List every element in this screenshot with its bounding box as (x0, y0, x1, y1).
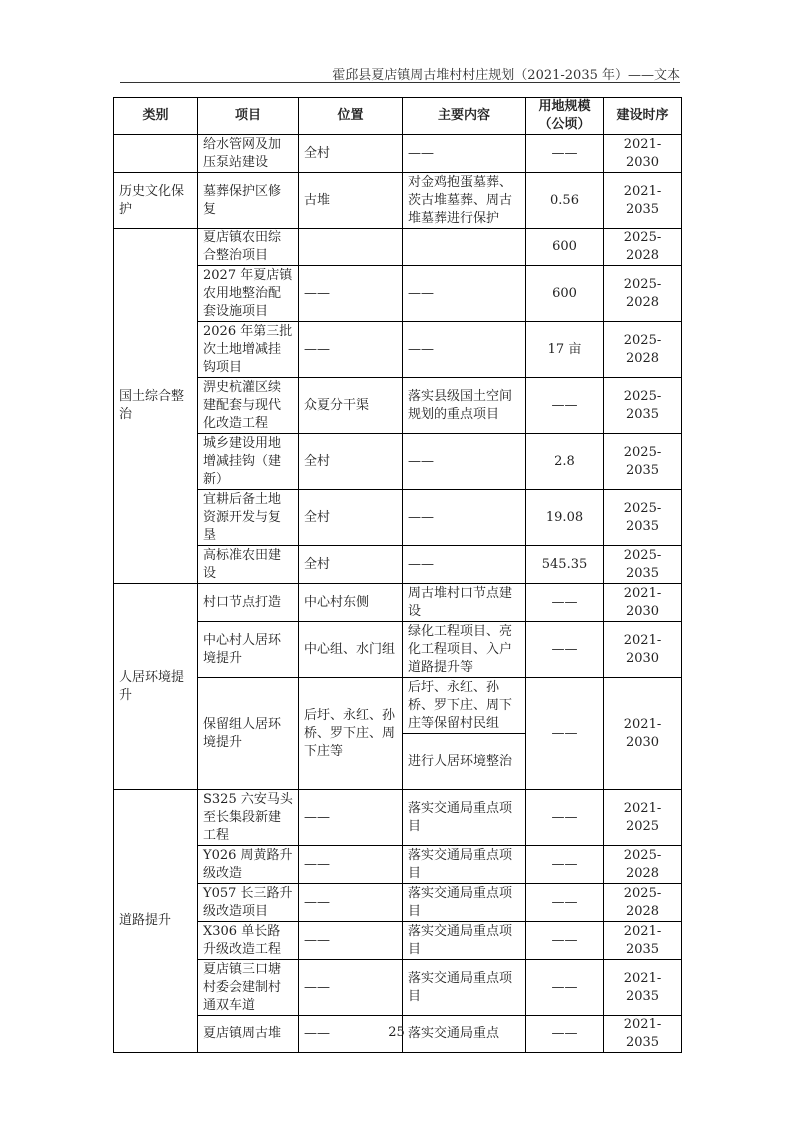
cell-timing: 2021-2035 (604, 173, 682, 229)
table-row (114, 173, 682, 229)
table-row (114, 490, 682, 546)
table-row (114, 922, 682, 960)
cell-area: 19.08 (526, 490, 604, 546)
cell-location: —— (299, 790, 403, 846)
cell-content: 对金鸡抱蛋墓葬、茨古堆墓葬、周古堆墓葬进行保护 (403, 173, 526, 229)
cell-project: 2027 年夏店镇农用地整治配套设施项目 (198, 266, 299, 322)
cell-category: 国土综合整治 (114, 229, 198, 584)
cell-location: 中心村东侧 (299, 584, 403, 622)
cell-location: 众夏分干渠 (299, 378, 403, 434)
cell-timing: 2025-2028 (604, 846, 682, 884)
cell-timing: 2025-2028 (604, 322, 682, 378)
cell-area: —— (526, 622, 604, 678)
table-row (114, 846, 682, 884)
table-row (114, 546, 682, 584)
cell-timing: 2025-2028 (604, 266, 682, 322)
col-area (526, 98, 604, 135)
cell-location: 后圩、永红、孙桥、罗下庄、周下庄等 (299, 678, 403, 790)
col-category: 类别 (114, 98, 198, 135)
cell-content: 落实交通局重点项目 (403, 922, 526, 960)
cell-area: —— (526, 1016, 604, 1053)
project-table (113, 97, 682, 1053)
cell-project: 给水管网及加压泵站建设 (198, 135, 299, 173)
cell-location: 全村 (299, 135, 403, 173)
cell-project: 城乡建设用地增减挂钩（建新） (198, 434, 299, 490)
cell-timing: 2021-2035 (604, 922, 682, 960)
cell-timing: 2021-2035 (604, 960, 682, 1016)
cell-content (403, 229, 526, 266)
cell-content: —— (403, 434, 526, 490)
cell-location: —— (299, 922, 403, 960)
cell-timing: 2021-2025 (604, 790, 682, 846)
cell-category: 历史文化保护 (114, 173, 198, 229)
table-row (114, 584, 682, 622)
cell-content: 落实交通局重点项目 (403, 884, 526, 922)
table-row (114, 622, 682, 678)
cell-project: Y057 长三路升级改造项目 (198, 884, 299, 922)
cell-location: —— (299, 1016, 403, 1053)
cell-project: S325 六安马头至长集段新建工程 (198, 790, 299, 846)
cell-content: —— (403, 135, 526, 173)
cell-location: —— (299, 846, 403, 884)
cell-timing: 2025-2035 (604, 378, 682, 434)
cell-timing: 2025-2035 (604, 434, 682, 490)
cell-location: 全村 (299, 490, 403, 546)
cell-location: 全村 (299, 434, 403, 490)
cell-area: —— (526, 378, 604, 434)
cell-area: 0.56 (526, 173, 604, 229)
cell-area: —— (526, 884, 604, 922)
cell-timing: 2021-2030 (604, 622, 682, 678)
cell-project: 夏店镇周古堆 (198, 1016, 299, 1053)
cell-area: —— (526, 846, 604, 884)
cell-location: 全村 (299, 546, 403, 584)
cell-content: 周古堆村口节点建设 (403, 584, 526, 622)
cell-project: 高标准农田建设 (198, 546, 299, 584)
cell-location: 古堆 (299, 173, 403, 229)
cell-content: —— (403, 490, 526, 546)
cell-area: 545.35 (526, 546, 604, 584)
cell-timing: 2021-2030 (604, 678, 682, 790)
cell-location: —— (299, 322, 403, 378)
table-header-row (114, 98, 682, 135)
cell-area: —— (526, 960, 604, 1016)
table-row (114, 960, 682, 1016)
cell-timing: 2021-2030 (604, 135, 682, 173)
cell-location: —— (299, 960, 403, 1016)
cell-category (114, 135, 198, 173)
cell-project: 夏店镇三口塘村委会建制村通双车道 (198, 960, 299, 1016)
cell-timing: 2025-2035 (604, 490, 682, 546)
col-project: 项目 (198, 98, 299, 135)
table-row (114, 678, 682, 734)
table-row (114, 378, 682, 434)
cell-timing: 2021-2035 (604, 1016, 682, 1053)
cell-project: 淠史杭灌区续建配套与现代化改造工程 (198, 378, 299, 434)
cell-content: 落实交通局重点 (403, 1016, 526, 1053)
table-row (114, 322, 682, 378)
col-location: 位置 (299, 98, 403, 135)
cell-location: —— (299, 266, 403, 322)
cell-location: —— (299, 884, 403, 922)
cell-content: 后圩、永红、孙桥、罗下庄、周下庄等保留村民组 (403, 678, 526, 734)
cell-project: 保留组人居环境提升 (198, 678, 299, 790)
cell-content: —— (403, 322, 526, 378)
cell-area: —— (526, 922, 604, 960)
cell-area: 17 亩 (526, 322, 604, 378)
table-row (114, 135, 682, 173)
cell-project: Y026 周黄路升级改造 (198, 846, 299, 884)
cell-project: 墓葬保护区修复 (198, 173, 299, 229)
table-row (114, 884, 682, 922)
cell-timing: 2025-2028 (604, 884, 682, 922)
cell-project: 宜耕后备土地资源开发与复垦 (198, 490, 299, 546)
cell-project: 村口节点打造 (198, 584, 299, 622)
cell-location: 中心组、水门组 (299, 622, 403, 678)
col-area-line2: （公顷） (538, 117, 591, 132)
cell-area: —— (526, 678, 604, 790)
col-content: 主要内容 (403, 98, 526, 135)
cell-timing: 2025-2028 (604, 229, 682, 266)
cell-category: 人居环境提升 (114, 584, 198, 790)
page-number: 25 (388, 1025, 405, 1040)
cell-area: 2.8 (526, 434, 604, 490)
cell-area: 600 (526, 266, 604, 322)
cell-category: 道路提升 (114, 790, 198, 1053)
cell-timing: 2021-2030 (604, 584, 682, 622)
cell-project: 中心村人居环境提升 (198, 622, 299, 678)
cell-content: 绿化工程项目、亮化工程项目、入户道路提升等 (403, 622, 526, 678)
cell-project: 2026 年第三批次土地增减挂钩项目 (198, 322, 299, 378)
cell-timing: 2025-2035 (604, 546, 682, 584)
cell-content: 落实交通局重点项目 (403, 960, 526, 1016)
cell-project: X306 单长路升级改造工程 (198, 922, 299, 960)
cell-content: 落实交通局重点项目 (403, 846, 526, 884)
table-row (114, 229, 682, 266)
cell-location (299, 229, 403, 266)
cell-project: 夏店镇农田综合整治项目 (198, 229, 299, 266)
cell-content: —— (403, 546, 526, 584)
cell-area: —— (526, 790, 604, 846)
table-row (114, 790, 682, 846)
cell-content: 落实交通局重点项目 (403, 790, 526, 846)
col-area-line1: 用地规模 (538, 99, 591, 114)
cell-content-continued: 进行人居环境整治 (403, 734, 526, 790)
table-row (114, 266, 682, 322)
col-timing: 建设时序 (604, 98, 682, 135)
cell-content: —— (403, 266, 526, 322)
header-rule (120, 82, 680, 83)
cell-area: 600 (526, 229, 604, 266)
cell-area: —— (526, 584, 604, 622)
table-row (114, 434, 682, 490)
cell-content: 落实县级国土空间规划的重点项目 (403, 378, 526, 434)
running-header: 霍邱县夏店镇周古堆村村庄规划（2021-2035 年）——文本 (332, 68, 680, 83)
cell-area: —— (526, 135, 604, 173)
